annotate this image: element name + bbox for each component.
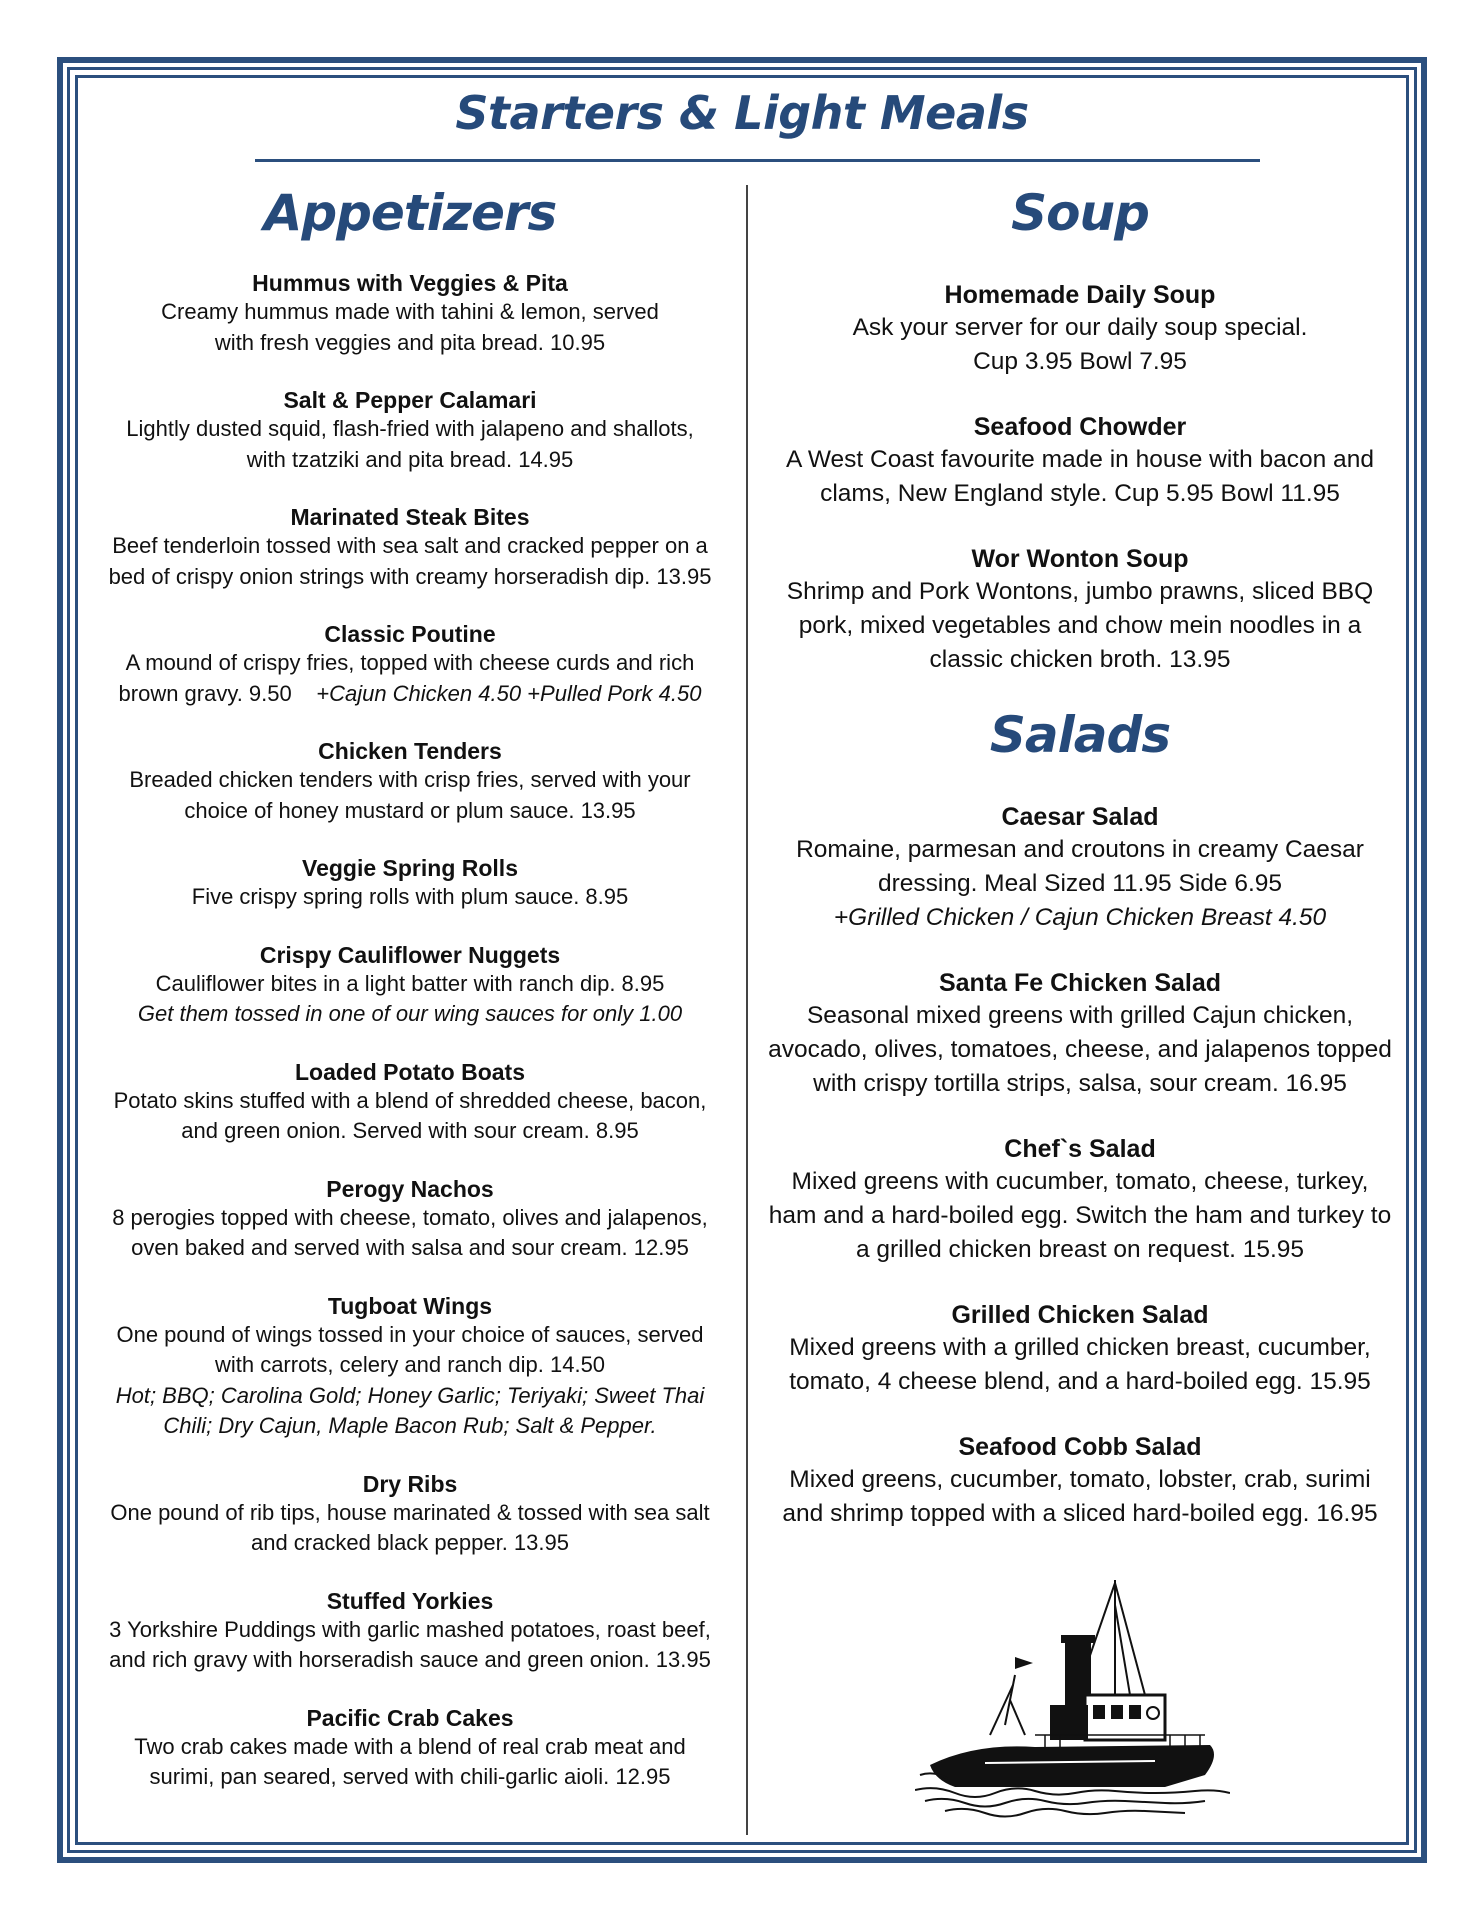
description-line: [95, 679, 725, 710]
menu-item: [765, 279, 1395, 379]
description-line: ham and a hard-boiled egg. Switch the ham and turkey to: [768, 1202, 1392, 1229]
description-line: classic chicken broth. 13.95: [929, 646, 1231, 673]
item-name: Veggie Spring Rolls: [302, 855, 518, 881]
item-description: [95, 414, 725, 475]
menu-item: [95, 269, 725, 358]
item-description: [95, 765, 725, 826]
description-line: and rich gravy with horseradish sauce and green onion. 13.95: [109, 1647, 711, 1672]
item-description: [95, 297, 725, 358]
item-description: [765, 1331, 1395, 1399]
description-line: Mixed greens with a grilled chicken breast, cucumber,: [789, 1334, 1371, 1361]
description-line: Cup 3.95 Bowl 7.95: [973, 348, 1187, 375]
item-description: [95, 969, 725, 1030]
description-line: surimi, pan seared, served with chili-garlic aioli. 12.95: [149, 1764, 671, 1789]
item-name: Santa Fe Chicken Salad: [938, 969, 1222, 997]
menu-item: [95, 941, 725, 1030]
add-on-note: Get them tossed in one of our wing sauces for only 1.00: [137, 1001, 683, 1026]
menu-item: [765, 411, 1395, 511]
description-line: and shrimp topped with a sliced hard-boiled egg. 16.95: [782, 1500, 1378, 1527]
menu-item: [765, 1431, 1395, 1531]
item-name: Classic Poutine: [324, 621, 496, 647]
description-line: One pound of rib tips, house marinated & tossed with sea salt: [110, 1499, 710, 1525]
description-line: Seasonal mixed greens with grilled Cajun chicken,: [806, 1002, 1354, 1029]
item-description: [95, 1086, 725, 1147]
description-line: with carrots, celery and ranch dip. 14.50: [214, 1352, 606, 1377]
item-name: Loaded Potato Boats: [294, 1058, 525, 1085]
menu-item: [95, 1704, 725, 1793]
item-description: [95, 1203, 725, 1264]
salads-section: [765, 705, 1395, 1563]
salads-heading: Salads: [989, 706, 1171, 764]
item-description: [95, 1320, 725, 1442]
menu-item: [765, 1133, 1395, 1267]
item-name: Crispy Cauliflower Nuggets: [259, 941, 561, 968]
item-description: [765, 999, 1395, 1101]
menu-item: [765, 543, 1395, 677]
description-line: and cracked black pepper. 13.95: [250, 1530, 569, 1555]
item-description: [95, 648, 725, 709]
description-line: bed of crispy onion strings with creamy horseradish dip. 13.95: [108, 563, 712, 589]
menu-item: [95, 503, 725, 592]
item-name: Grilled Chicken Salad: [951, 1301, 1209, 1329]
item-description: [95, 1615, 725, 1676]
item-description: [765, 1165, 1395, 1267]
menu-item: [95, 1470, 725, 1559]
add-on-note: +Cajun Chicken 4.50 +Pulled Pork 4.50: [316, 680, 702, 706]
page-title: Starters & Light Meals: [455, 86, 1029, 140]
description-line: Ask your server for our daily soup special.: [852, 314, 1308, 341]
sauce-list: Hot; BBQ; Carolina Gold; Honey Garlic; Teriyaki; Sweet Thai: [115, 1382, 705, 1408]
description-line: tomato, 4 cheese blend, and a hard-boiled egg. 15.95: [789, 1368, 1371, 1395]
description-line: Shrimp and Pork Wontons, jumbo prawns, sliced BBQ: [786, 578, 1374, 605]
menu-item: [765, 967, 1395, 1101]
item-description: [765, 1463, 1395, 1531]
description-line: Five crispy spring rolls with plum sauce. 8.95: [191, 884, 629, 909]
description-line: Lightly dusted squid, flash-fried with jalapeno and shallots,: [126, 416, 694, 441]
menu-item: [95, 1587, 725, 1676]
description-line: A mound of crispy fries, topped with cheese curds and rich: [125, 650, 695, 675]
description-line: a grilled chicken breast on request. 15.95: [855, 1236, 1305, 1263]
description-line: Potato skins stuffed with a blend of shredded cheese, bacon,: [113, 1087, 707, 1113]
description-line: One pound of wings tossed in your choice of sauces, served: [116, 1321, 704, 1347]
description-line: with tzatziki and pita bread. 14.95: [246, 446, 574, 472]
tugboat-illustration: [915, 1575, 1230, 1820]
item-name: Salt & Pepper Calamari: [283, 387, 537, 413]
description-line: oven baked and served with salsa and sour cream. 12.95: [131, 1235, 689, 1260]
item-name: Hummus with Veggies & Pita: [252, 270, 568, 296]
item-name: Dry Ribs: [362, 1470, 458, 1497]
menu-item: [95, 1175, 725, 1264]
item-description: [765, 833, 1395, 935]
description-line: 3 Yorkshire Puddings with garlic mashed potatoes, roast beef,: [109, 1616, 711, 1642]
item-name: Seafood Cobb Salad: [958, 1433, 1202, 1461]
description-line: avocado, olives, tomatoes, cheese, and jalapenos topped: [768, 1036, 1392, 1063]
title-underline: [255, 159, 1260, 162]
item-name: Wor Wonton Soup: [971, 545, 1189, 573]
menu-item: [95, 737, 725, 826]
description-line: Mixed greens, cucumber, tomato, lobster, crab, surimi: [789, 1466, 1371, 1493]
description-line: choice of honey mustard or plum sauce. 13.95: [184, 797, 636, 823]
description-line: Cauliflower bites in a light batter with ranch dip. 8.95: [155, 970, 665, 996]
description-line: dressing. Meal Sized 11.95 Side 6.95: [877, 870, 1283, 897]
item-description: [95, 531, 725, 592]
item-name: Stuffed Yorkies: [326, 1587, 494, 1614]
item-name: Marinated Steak Bites: [290, 504, 530, 530]
item-description: [765, 575, 1395, 677]
description-line: with crispy tortilla strips, salsa, sour cream. 16.95: [813, 1070, 1347, 1097]
menu-item: [95, 854, 725, 913]
item-name: Perogy Nachos: [326, 1175, 494, 1202]
item-description: [95, 882, 725, 913]
description-line: with fresh veggies and pita bread. 10.95: [214, 329, 606, 355]
description-line: A West Coast favourite made in house with bacon and: [786, 446, 1374, 473]
description-line: Mixed greens with cucumber, tomato, cheese, turkey,: [791, 1168, 1369, 1195]
description-line: Breaded chicken tenders with crisp fries, served with your: [129, 767, 691, 792]
item-description: [765, 443, 1395, 511]
item-description: [95, 1498, 725, 1559]
item-name: Chef`s Salad: [1004, 1135, 1156, 1163]
price-text: brown gravy. 9.50: [118, 680, 292, 706]
soup-heading: Soup: [1011, 184, 1149, 242]
item-name: Tugboat Wings: [327, 1292, 493, 1319]
item-name: Pacific Crab Cakes: [306, 1704, 514, 1731]
appetizers-section: [95, 183, 725, 1821]
item-name: Caesar Salad: [1001, 803, 1159, 831]
menu-item: [95, 386, 725, 475]
menu-item: [765, 1299, 1395, 1399]
add-on-note: +Grilled Chicken / Cajun Chicken Breast 4.50: [833, 904, 1327, 931]
sauce-list: Chili; Dry Cajun, Maple Bacon Rub; Salt & Pepper.: [163, 1413, 657, 1438]
description-line: 8 perogies topped with cheese, tomato, olives and jalapenos,: [112, 1204, 708, 1230]
item-name: Seafood Chowder: [973, 413, 1187, 441]
description-line: Romaine, parmesan and croutons in creamy Caesar: [796, 836, 1364, 863]
description-line: Two crab cakes made with a blend of real crab meat and: [134, 1733, 686, 1759]
description-line: pork, mixed vegetables and chow mein noodles in a: [798, 612, 1362, 639]
item-description: [765, 311, 1395, 379]
soup-section: [765, 183, 1395, 709]
item-name: Chicken Tenders: [318, 738, 502, 764]
description-line: Beef tenderloin tossed with sea salt and cracked pepper on a: [112, 533, 708, 558]
appetizers-heading: Appetizers: [263, 184, 557, 242]
menu-item: [95, 1292, 725, 1442]
menu-item: [765, 801, 1395, 935]
menu-item: [95, 1058, 725, 1147]
menu-item: [95, 620, 725, 709]
column-divider: [746, 185, 748, 1835]
item-description: [95, 1732, 725, 1793]
description-line: and green onion. Served with sour cream. 8.95: [181, 1118, 639, 1143]
item-name: Homemade Daily Soup: [944, 281, 1216, 309]
description-line: Creamy hummus made with tahini & lemon, served: [161, 299, 659, 324]
description-line: clams, New England style. Cup 5.95 Bowl 11.95: [820, 480, 1340, 507]
